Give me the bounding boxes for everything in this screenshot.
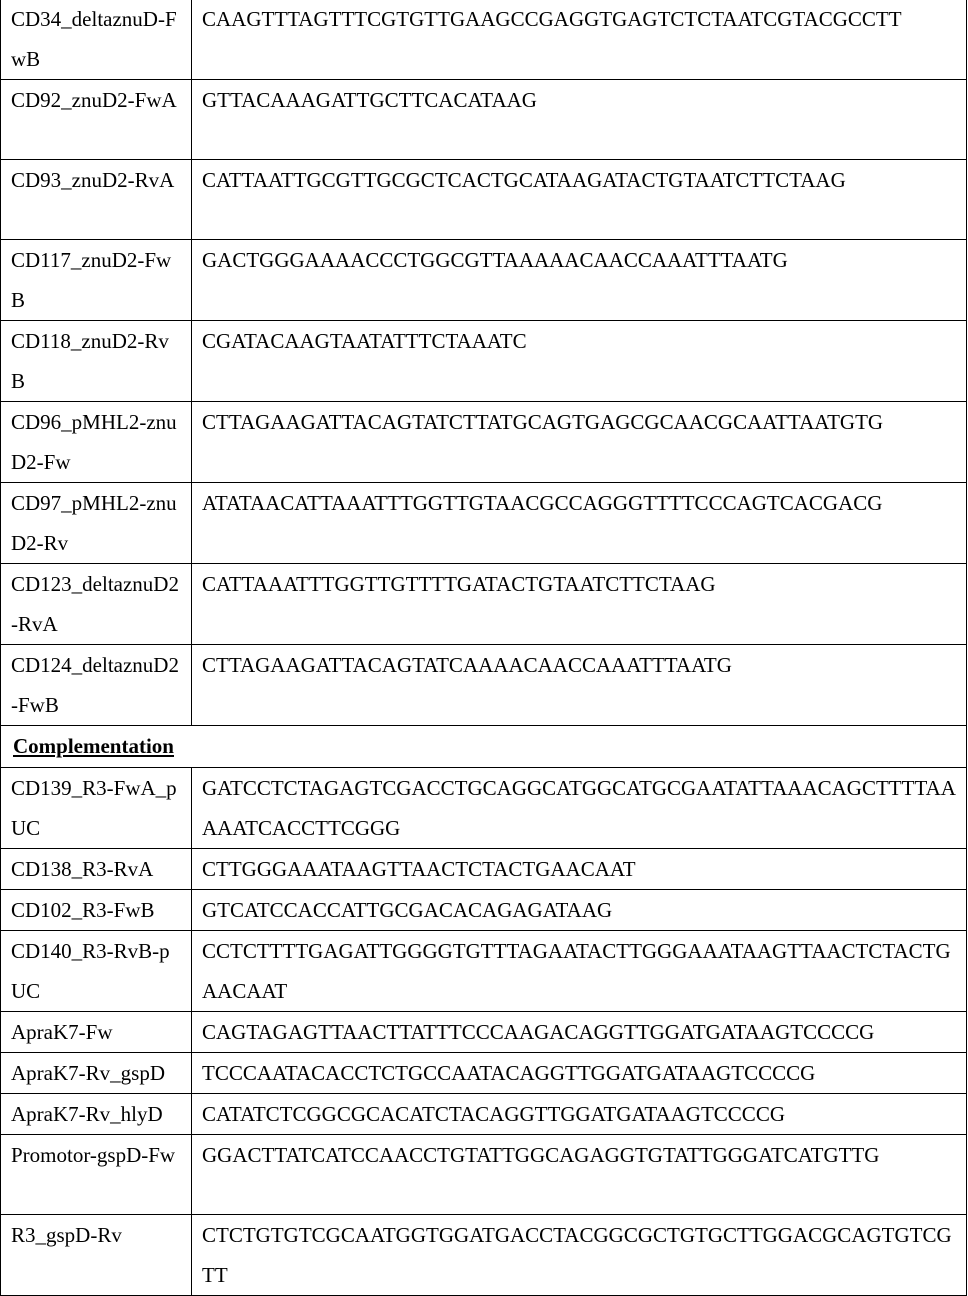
table-row bbox=[1, 890, 967, 931]
primer-sequence: CATTAAATTTGGTTGTTTTGATACTGTAATCTTCTAAG bbox=[192, 564, 967, 645]
primer-sequence: GTCATCCACCATTGCGACACAGAGATAAG bbox=[192, 890, 967, 931]
table-row bbox=[1, 1094, 967, 1135]
table-row bbox=[1, 931, 967, 1012]
primer-sequence: TCCCAATACACCTCTGCCAATACAGGTTGGATGATAAGTCCCCG bbox=[192, 1053, 967, 1094]
table-row bbox=[1, 160, 967, 240]
table-row bbox=[1, 240, 967, 321]
table-row bbox=[1, 1215, 967, 1296]
table-row bbox=[1, 768, 967, 849]
primer-name: CD118_znuD2-RvB bbox=[1, 321, 192, 402]
table-row bbox=[1, 849, 967, 890]
primer-name: ApraK7-Rv_gspD bbox=[1, 1053, 192, 1094]
primer-name: CD102_R3-FwB bbox=[1, 890, 192, 931]
primer-sequence: CTCTGTGTCGCAATGGTGGATGACCTACGGCGCTGTGCTTGGACGCAGTGTCGTT bbox=[192, 1215, 967, 1296]
table-row bbox=[1, 483, 967, 564]
primer-name: CD140_R3-RvB-pUC bbox=[1, 931, 192, 1012]
section-row bbox=[1, 726, 967, 768]
table-row bbox=[1, 402, 967, 483]
primer-name: CD34_deltaznuD-FwB bbox=[1, 0, 192, 80]
primer-name: ApraK7-Fw bbox=[1, 1012, 192, 1053]
primer-name: CD139_R3-FwA_pUC bbox=[1, 768, 192, 849]
primer-sequence: ATATAACATTAAATTTGGTTGTAACGCCAGGGTTTTCCCAGTCACGACG bbox=[192, 483, 967, 564]
table-row bbox=[1, 1012, 967, 1053]
primer-name: Promotor-gspD-Fw bbox=[1, 1135, 192, 1215]
primer-sequence: CAAGTTTAGTTTCGTGTTGAAGCCGAGGTGAGTCTCTAATCGTACGCCTT bbox=[192, 0, 967, 80]
table-row bbox=[1, 1135, 967, 1215]
primer-sequence: GGACTTATCATCCAACCTGTATTGGCAGAGGTGTATTGGGATCATGTTG bbox=[192, 1135, 967, 1215]
primer-sequence: CTTAGAAGATTACAGTATCAAAACAACCAAATTTAATG bbox=[192, 645, 967, 726]
primer-sequence: GATCCTCTAGAGTCGACCTGCAGGCATGGCATGCGAATATTAAACAGCTTTTAAAAATCACCTTCGGG bbox=[192, 768, 967, 849]
table-row bbox=[1, 564, 967, 645]
primer-sequence: CATTAATTGCGTTGCGCTCACTGCATAAGATACTGTAATCTTCTAAG bbox=[192, 160, 967, 240]
primer-name: ApraK7-Rv_hlyD bbox=[1, 1094, 192, 1135]
primer-name: CD124_deltaznuD2-FwB bbox=[1, 645, 192, 726]
primer-sequence: CTTAGAAGATTACAGTATCTTATGCAGTGAGCGCAACGCAATTAATGTG bbox=[192, 402, 967, 483]
table-row bbox=[1, 0, 967, 80]
primer-name: CD123_deltaznuD2-RvA bbox=[1, 564, 192, 645]
primer-sequence: GACTGGGAAAACCCTGGCGTTAAAAACAACCAAATTTAATG bbox=[192, 240, 967, 321]
primer-name: CD138_R3-RvA bbox=[1, 849, 192, 890]
primer-sequence: CTTGGGAAATAAGTTAACTCTACTGAACAAT bbox=[192, 849, 967, 890]
primer-name: CD93_znuD2-RvA bbox=[1, 160, 192, 240]
primer-name: CD117_znuD2-FwB bbox=[1, 240, 192, 321]
primer-sequence: CCTCTTTTGAGATTGGGGTGTTTAGAATACTTGGGAAATAAGTTAACTCTACTGAACAAT bbox=[192, 931, 967, 1012]
primer-name: R3_gspD-Rv bbox=[1, 1215, 192, 1296]
table-row bbox=[1, 321, 967, 402]
primer-name: CD96_pMHL2-znuD2-Fw bbox=[1, 402, 192, 483]
primer-sequence: CAGTAGAGTTAACTTATTTCCCAAGACAGGTTGGATGATAAGTCCCCG bbox=[192, 1012, 967, 1053]
table-row bbox=[1, 645, 967, 726]
primer-sequence: GTTACAAAGATTGCTTCACATAAG bbox=[192, 80, 967, 160]
table-row bbox=[1, 80, 967, 160]
section-heading-complementation: Complementation bbox=[1, 726, 967, 768]
primer-sequence: CGATACAAGTAATATTTCTAAATC bbox=[192, 321, 967, 402]
primer-sequence: CATATCTCGGCGCACATCTACAGGTTGGATGATAAGTCCCCG bbox=[192, 1094, 967, 1135]
primer-name: CD97_pMHL2-znuD2-Rv bbox=[1, 483, 192, 564]
primer-name: CD92_znuD2-FwA bbox=[1, 80, 192, 160]
table-row bbox=[1, 1053, 967, 1094]
